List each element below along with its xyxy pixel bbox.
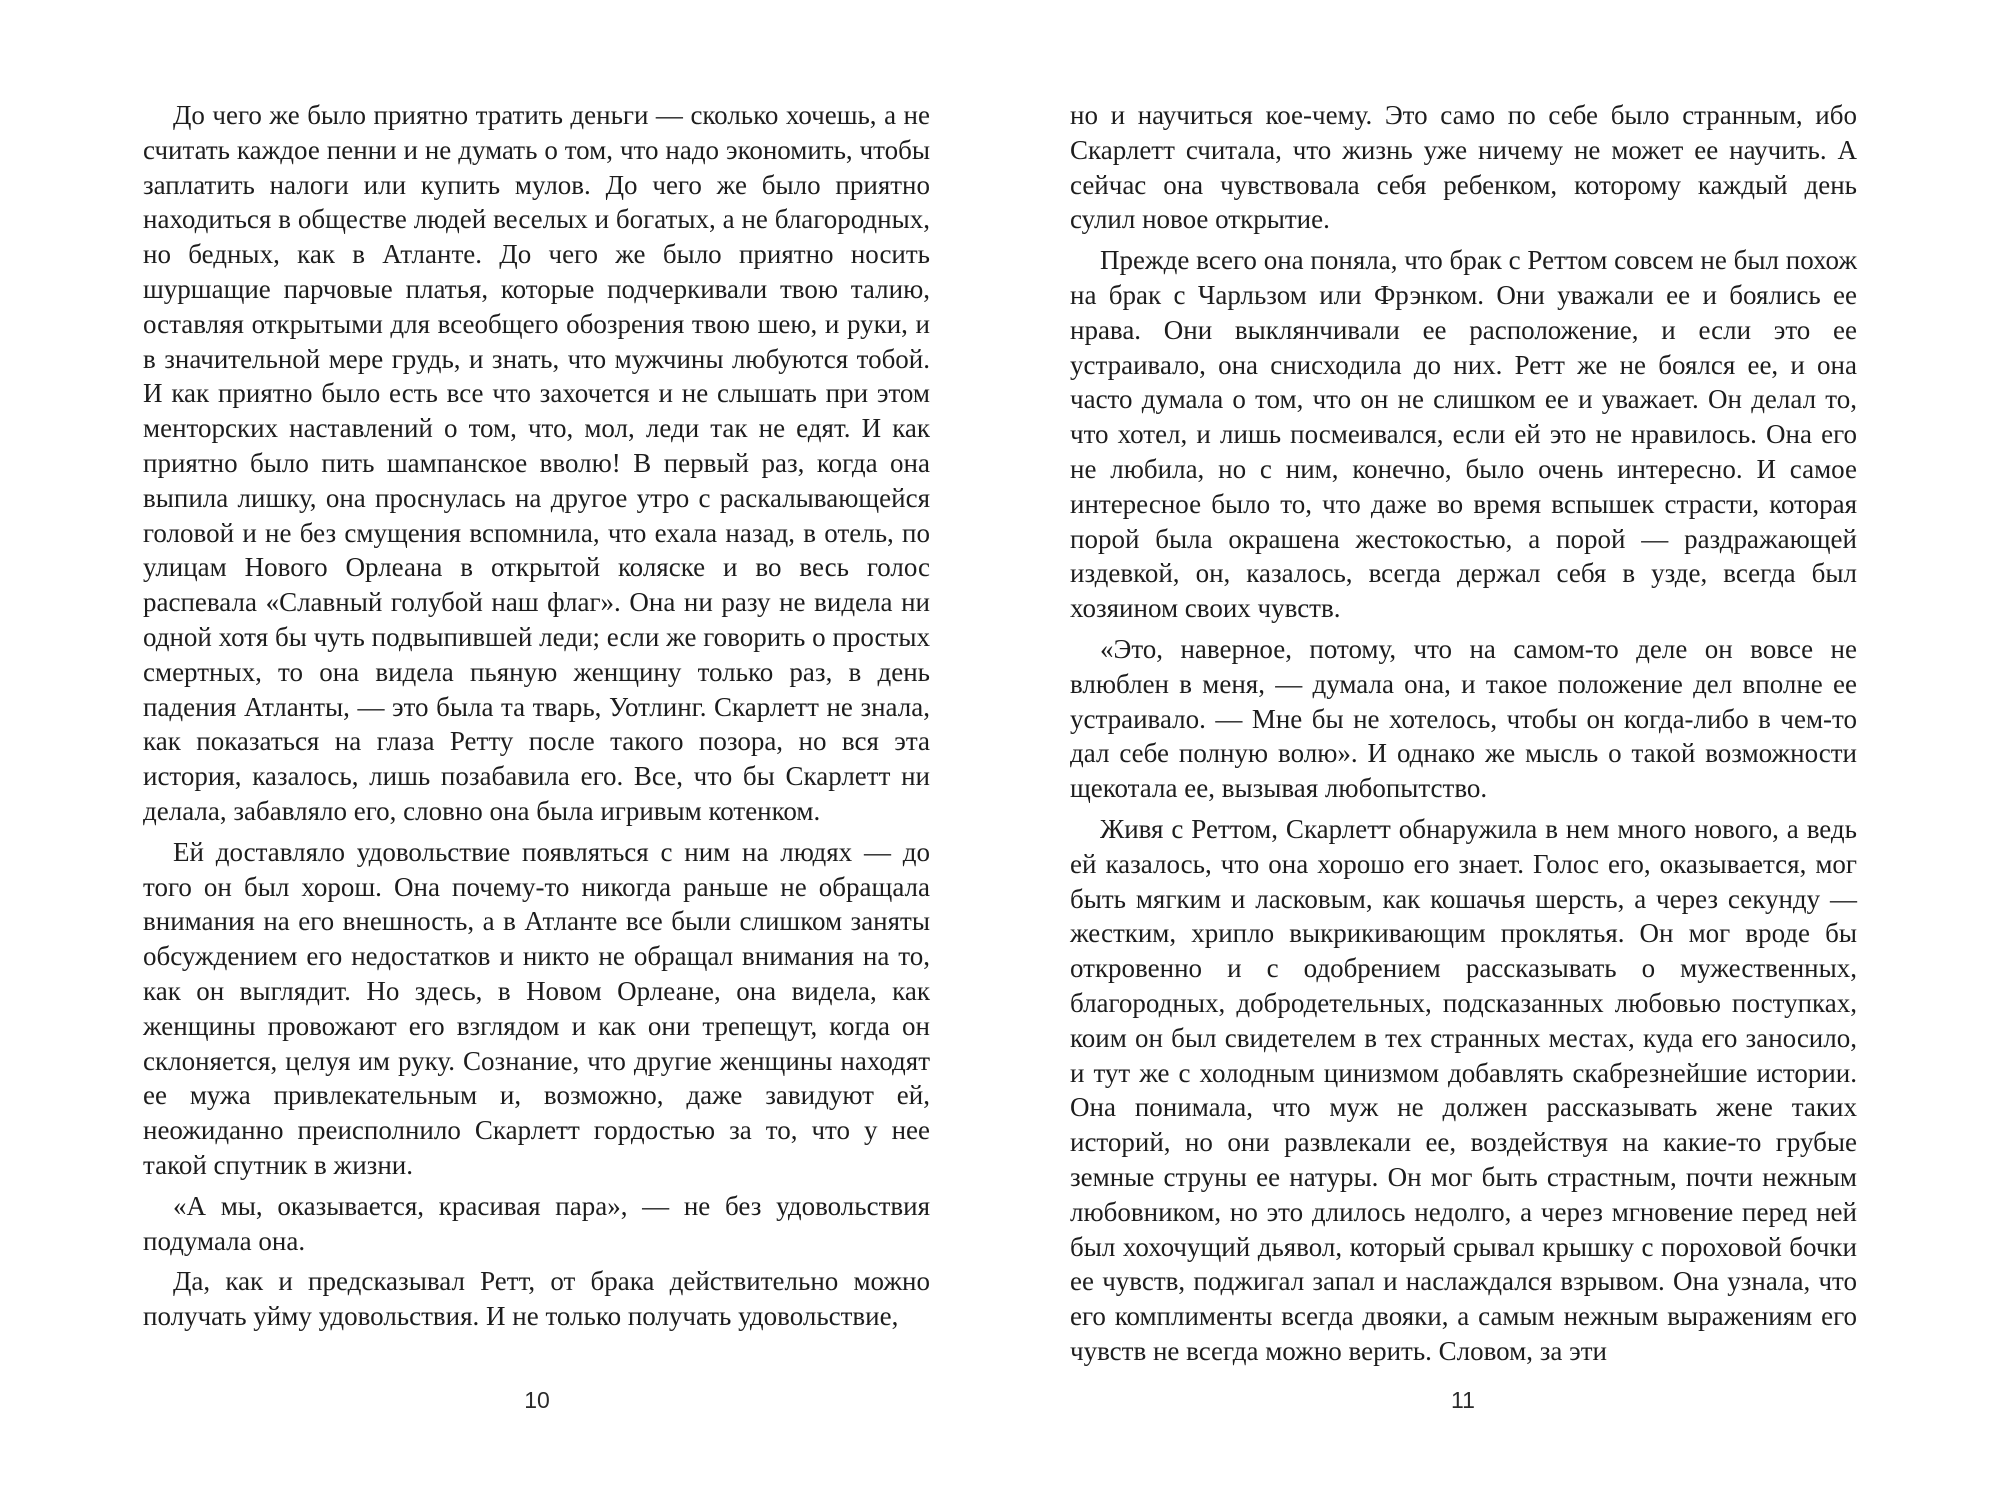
paragraph: Живя с Реттом, Скарлетт обнаружила в нем много нового, а ведь ей казалось, что она хорошо его знает. Голос его, оказывается, мог быть мягким и ласковым, как кошачья шерсть, а через секунду — жестким, хрипло выкрикивающим проклятья. Он мог вроде бы откровенно и с одобрением рассказывать о мужественных, благородных, добродетельных, подсказанных любовью поступках, коим он был свидетелем в тех странных местах, куда его заносило, и тут же с холодным цинизмом добавлять скабрезнейшие истории. Она понимала, что муж не должен рассказывать жене таких историй, но они развлекали ее, воздействуя на какие-то грубые земные струны ее натуры. Он мог быть страстным, почти нежным любовником, но это длилось недолго, а через мгновение перед ней был хохочущий дьявол, который срывал крышку с пороховой бочки ее чувств, поджигал запал и наслаждался взрывом. Она узнала, что его комплименты всегда двояки, а самым нежным выражениям его чувств не всегда можно верить. Словом, за эти <box>1070 813 1857 1366</box>
paragraph: «Это, наверное, потому, что на самом-то деле он вовсе не влюблен в меня, — думала она, и такое положение дел вполне ее устраивало. — Мне бы не хотелось, чтобы он когда-либо в чем-то дал себе полную волю». И однако же мысль о такой возможности щекотала ее, вызывая любопытство. <box>1070 633 1857 804</box>
left-page-text <box>143 98 930 1334</box>
paragraph-continuation: но и научиться кое-чему. Это само по себе было странным, ибо Скарлетт считала, что жизнь уже ничему не может ее научить. А сейчас она чувствовала себя ребенком, которому каждый день сулил новое открытие. <box>1070 100 1857 235</box>
page-number-right: 11 <box>1451 1387 1475 1413</box>
paragraph: Прежде всего она поняла, что брак с Реттом совсем не был похож на брак с Чарльзом или Фрэнком. Они уважали ее и боялись ее нрава. Они выклянчивали ее расположение, и если это ее устраивало, она снисходила до них. Ретт же не боялся ее, и она часто думала о том, что он не слишком ее и уважает. Он делал то, что хотел, и лишь посмеивался, если ей это не нравилось. Она его не любила, но с ним, конечно, было очень интересно. И самое интересное было то, что даже во время вспышек страсти, которая порой была окрашена жестокостью, а порой — раздражающей издевкой, он, казалось, всегда держал себя в узде, всегда был хозяином своих чувств. <box>1070 245 1857 624</box>
paragraph: «А мы, оказывается, красивая пара», — не без удовольствия подумала она. <box>143 1190 930 1256</box>
page-number-left: 10 <box>524 1387 550 1413</box>
paragraph: Да, как и предсказывал Ретт, от брака действительно можно получать уйму удовольствия. И не только получать удовольствие, <box>143 1266 930 1332</box>
right-page-text <box>1070 98 1857 1369</box>
right-page <box>1000 0 2000 1511</box>
paragraph: До чего же было приятно тратить деньги — сколько хочешь, а не считать каждое пенни и не думать о том, что надо экономить, чтобы заплатить налоги или купить мулов. До чего же было приятно находиться в обществе людей веселых и богатых, а не благородных, но бедных, как в Атланте. До чего же было приятно носить шуршащие парчовые платья, которые подчеркивали твою талию, оставляя открытыми для всеобщего обозрения твою шею, и руки, и в значительной мере грудь, и знать, что мужчины любуются тобой. И как приятно было есть все что захочется и не слышать при этом менторских наставлений о том, что, мол, леди так не едят. И как приятно было пить шампанское вволю! В первый раз, когда она выпила лишку, она проснулась на другое утро с раскалывающейся головой и не без смущения вспомнила, что ехала назад, в отель, по улицам Нового Орлеана в открытой коляске и во весь голос распевала «Славный голубой наш флаг». Она ни разу не видела ни одной хотя бы чуть подвыпившей леди; если же говорить о простых смертных, то она видела пьяную женщину только раз, в день падения Атланты, — это была та тварь, Уотлинг. Скарлетт не знала, как показаться на глаза Ретту после такого позора, но вся эта история, казалось, лишь позабавила его. Все, что бы Скарлетт ни делала, забавляло его, словно она была игривым котенком. <box>143 100 930 826</box>
paragraph: Ей доставляло удовольствие появляться с ним на людях — до того он был хорош. Она почему-то никогда раньше не обращала внимания на его внешность, а в Атланте все были слишком заняты обсуждением его недостатков и никто не обращал внимания на то, как он выглядит. Но здесь, в Новом Орлеане, она видела, как женщины провожают его взглядом и как они трепещут, когда он склоняется, целуя им руку. Сознание, что другие женщины находят ее мужа привлекательным и, возможно, даже завидуют ей, неожиданно преисполнило Скарлетт гордостью за то, что у нее такой спутник в жизни. <box>143 836 930 1180</box>
